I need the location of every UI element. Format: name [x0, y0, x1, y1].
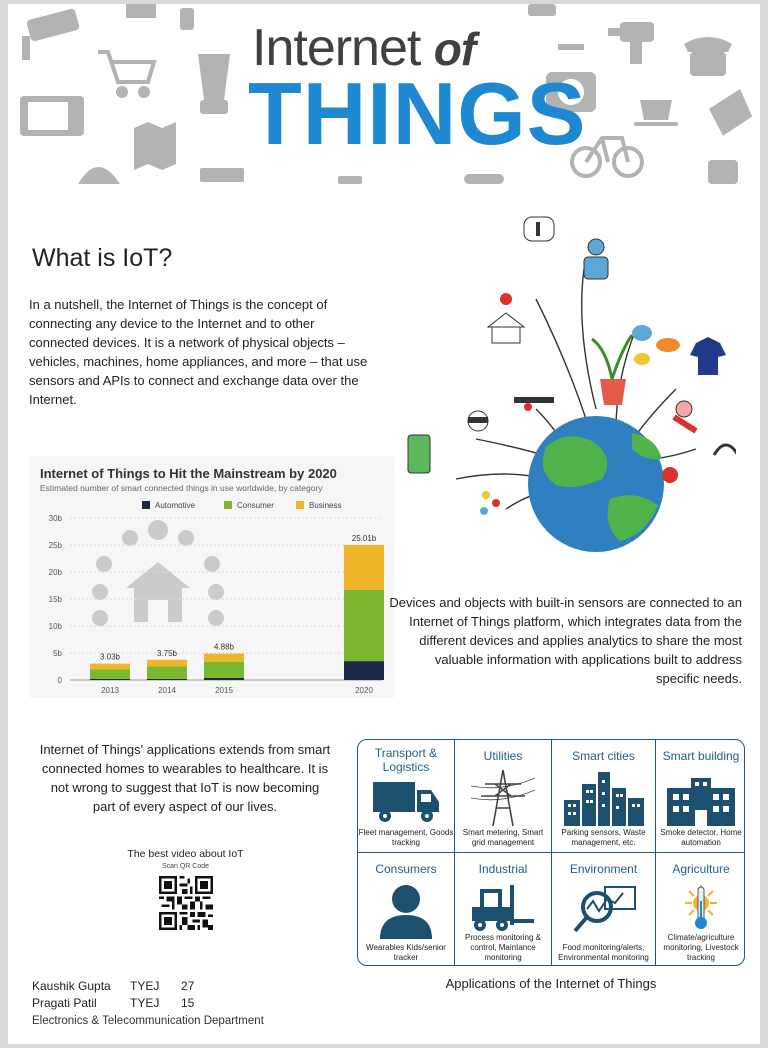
app-cell-title: Utilities: [483, 749, 523, 763]
qr-code[interactable]: [159, 876, 213, 930]
page-heading: What is IoT?: [32, 244, 173, 272]
app-cell-desc: Smoke detector, Home automation: [660, 828, 742, 847]
chart-xtick-label: 2014: [158, 686, 176, 695]
radio-icon: [200, 168, 244, 182]
plant-icon: [592, 335, 632, 405]
app-cell-title: Smart cities: [572, 749, 635, 763]
cloche-icon: [78, 167, 120, 184]
cctv-icon: [22, 8, 80, 60]
author-class: TYEJ: [130, 996, 160, 1010]
applications-caption: Applications of the Internet of Things: [445, 976, 657, 991]
hat-icon: [338, 176, 362, 184]
chart-legend-label: Consumer: [237, 501, 274, 510]
chart-bar-segment: [90, 679, 130, 680]
intro-paragraph: In a nutshell, the Internet of Things is the concept of connecting any device to the Internet and to other connected devices. It is a network of physical objects – vehicles, machines, home appliances, and more – that use sensors and APIs to connect and exchange data over the Internet.: [29, 297, 368, 407]
drone-icon: [514, 397, 554, 411]
chart-total-label: 25.01b: [351, 533, 377, 543]
chart-ytick-label: 20b: [48, 568, 62, 577]
app-cell-environment: [552, 853, 656, 966]
devices-paragraph: Devices and objects with built-in sensors are connected to an Internet of Things platform, which integrates data from the different devices and applies analytics to share the most valuable information with applications built to address specific needs.: [389, 595, 742, 686]
poster-page: [8, 4, 760, 1044]
cyclist-icon: [674, 401, 696, 431]
chart-title: Internet of Things to Hit the Mainstream by 2020: [40, 466, 337, 481]
drill-icon: [608, 22, 654, 64]
chart-ytick-label: 5b: [53, 649, 62, 658]
chart-bar-segment: [344, 590, 384, 661]
chart-xtick-label: 2013: [101, 686, 119, 695]
banner: [8, 4, 760, 184]
tv-icon: [20, 96, 84, 136]
author-roll: 27: [181, 979, 195, 993]
shirt-icon: [690, 337, 726, 375]
app-cell-industrial: [455, 853, 552, 966]
chart-xtick-label: 2020: [355, 686, 373, 695]
author-row: [32, 978, 194, 995]
author-name: Pragati Patil: [32, 996, 97, 1010]
department-label: Electronics & Telecommunication Department: [32, 1015, 264, 1027]
app-cell-desc: Food monitoring/alerts, Environmental monitoring: [558, 943, 649, 962]
chart-ytick-label: 10b: [48, 622, 62, 631]
blender-icon: [198, 54, 230, 114]
chart-ytick-label: 15b: [48, 595, 62, 604]
author-roll: 15: [181, 996, 195, 1010]
building-icon: [665, 776, 737, 826]
person-vr-icon: [468, 411, 488, 431]
chart-legend-swatch: [296, 501, 304, 509]
chart-bar-segment: [90, 664, 130, 670]
app-cell-desc: Smart metering, Smart grid management: [462, 828, 544, 847]
app-cell-title: Consumers: [375, 862, 437, 876]
globe-icon: [528, 416, 664, 552]
app-cell-title: Agriculture: [672, 862, 730, 876]
person-icon: [378, 883, 434, 939]
house-illustration-icon: [92, 520, 224, 626]
chart-bar-segment: [204, 662, 244, 678]
authors-list: [32, 978, 194, 1012]
glasses-icon: [464, 174, 504, 184]
app-cell-transport: [358, 740, 455, 853]
chart-total-label: 3.03b: [99, 652, 121, 662]
app-cell-desc: Parking sensors, Waste management, etc.: [561, 828, 646, 847]
banner-title-line2: THINGS: [248, 64, 587, 163]
chart-bar-segment: [344, 545, 384, 590]
chart-bar-segment: [204, 654, 244, 662]
app-cell-title: Industrial: [478, 862, 528, 876]
banner-title-line1: Internet of: [252, 19, 476, 77]
chart-bar-segment: [204, 678, 244, 680]
scissors-icon: [180, 8, 194, 30]
app-cell-desc: Climate/agriculture monitoring, Livestock tracking: [663, 933, 739, 962]
alert-dot-icon: [662, 467, 678, 483]
app-cell-desc: Fleet management, Goods tracking: [358, 828, 454, 847]
forklift-icon: [470, 883, 536, 933]
author-row: [32, 995, 194, 1012]
app-cell-consumers: [358, 853, 455, 966]
cart-icon: [98, 52, 154, 96]
app-cell-title: Transport & Logistics: [374, 746, 438, 774]
app-cell-desc: Process monitoring & control, Maintance monitoring: [464, 933, 542, 962]
candy-icon: [706, 88, 755, 137]
chart-bar-segment: [90, 669, 130, 679]
phone-hand-icon: [408, 435, 430, 473]
cup-icon: [634, 100, 678, 126]
iot-globe-illustration: [396, 209, 736, 559]
chart-bar-segment: [147, 679, 187, 680]
person-laptop-icon: [584, 239, 608, 279]
chart-total-label: 3.75b: [156, 648, 178, 658]
flowers-icon: [480, 491, 500, 515]
chart-ytick-label: 0: [57, 676, 62, 685]
app-cell-smart-building: [656, 740, 745, 853]
map-icon: [134, 122, 176, 170]
chart-subtitle: Estimated number of smart connected things in use worldwide, by category: [40, 483, 323, 493]
chart-xtick-label: 2015: [215, 686, 233, 695]
applications-grid: [357, 739, 745, 966]
phone-icon: [684, 37, 732, 76]
applications-paragraph: Internet of Things' applications extends from smart connected homes to wearables to healthcare. It is not wrong to suggest that IoT is now becoming part of every aspect of our lives.: [39, 742, 331, 814]
iot-chart: [30, 456, 394, 698]
video-label: The best video about IoT: [127, 848, 244, 860]
power-tower-icon: [471, 768, 535, 828]
qr-label: Scan QR Code: [161, 863, 210, 870]
speech-bubble-icon: [524, 217, 554, 241]
plug-icon: [708, 160, 738, 184]
chart-total-label: 4.88b: [213, 642, 235, 652]
app-cell-utilities: [455, 740, 552, 853]
chart-legend-label: Automotive: [155, 501, 196, 510]
chart-bar-segment: [147, 667, 187, 679]
app-cell-desc: Wearables Kids/senior tracker: [366, 943, 446, 962]
chart-legend-swatch: [224, 501, 232, 509]
chart-ytick-label: 25b: [48, 541, 62, 550]
square-icon: [126, 4, 156, 18]
city-icon: [562, 770, 646, 826]
chart-bar-segment: [344, 661, 384, 680]
magnifier-chart-icon: [571, 883, 637, 935]
truck-icon: [371, 776, 441, 826]
app-cell-agriculture: [656, 853, 745, 966]
app-cell-smart-cities: [552, 740, 656, 853]
chart-bar-segment: [147, 660, 187, 667]
chart-plot: [30, 456, 394, 698]
app-cell-title: Smart building: [662, 749, 740, 763]
chart-legend-swatch: [142, 501, 150, 509]
chat-bubbles-icon: [632, 325, 680, 365]
chart-legend-label: Business: [309, 501, 342, 510]
house-icon: [488, 293, 524, 343]
thermometer-sun-icon: [681, 881, 721, 931]
author-name: Kaushik Gupta: [32, 979, 111, 993]
lamp-icon: [528, 4, 556, 16]
app-cell-title: Environment: [569, 862, 638, 876]
headphones-icon: [714, 445, 736, 455]
chart-ytick-label: 30b: [48, 514, 62, 523]
author-class: TYEJ: [130, 979, 160, 993]
